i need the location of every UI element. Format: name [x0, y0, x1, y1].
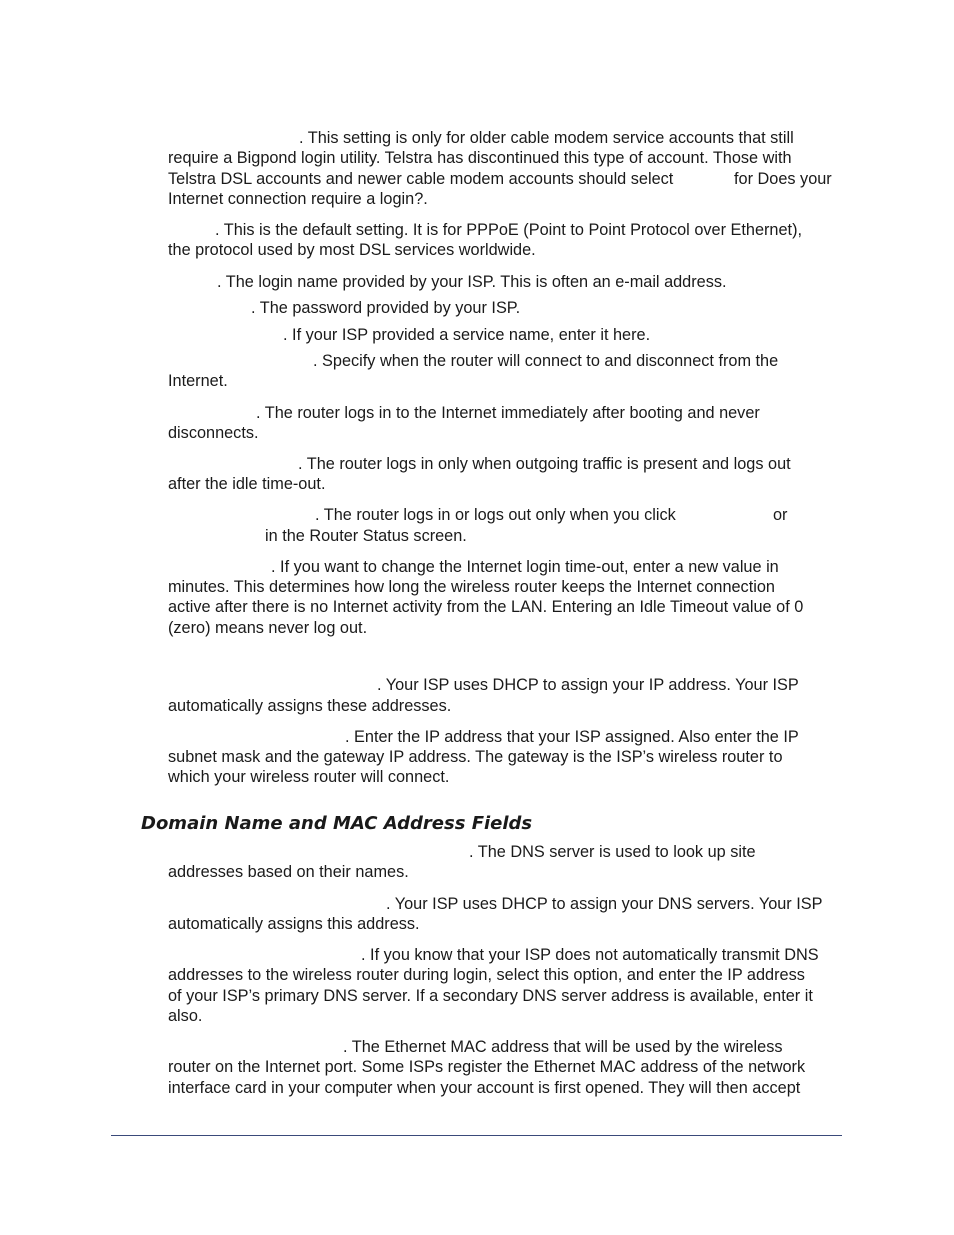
- get-auto-dns-line-1: . Your ISP uses DHCP to assign your DNS servers. Your ISP: [386, 895, 823, 913]
- footer-divider: [111, 1135, 842, 1136]
- idle-timeout-line-1: . If you want to change the Internet login time-out, enter a new value in: [271, 558, 779, 576]
- mac-address-line-1: . The Ethernet MAC address that will be used by the wireless: [343, 1038, 783, 1056]
- always-on-line-1: . The router logs in to the Internet immediately after booting and never: [256, 404, 760, 422]
- idle-timeout-line-2: minutes. This determines how long the wireless router keeps the Internet connection: [168, 578, 775, 596]
- bigpond-text-line-1: . This setting is only for older cable modem service accounts that still: [299, 129, 794, 147]
- mac-address-line-2: router on the Internet port. Some ISPs register the Ethernet MAC address of the network: [168, 1058, 806, 1076]
- service-name-text: . If your ISP provided a service name, enter it here.: [283, 326, 651, 344]
- dns-server-line-1: . The DNS server is used to look up site: [469, 843, 756, 861]
- dns-server-line-2: addresses based on their names.: [168, 863, 409, 881]
- login-text: . The login name provided by your ISP. This is often an e-mail address.: [217, 273, 727, 291]
- section-heading: Domain Name and MAC Address Fields: [141, 813, 533, 834]
- connection-mode-line-1: . Specify when the router will connect to and disconnect from the: [313, 352, 779, 370]
- pppoe-text-line-2: the protocol used by most DSL services worldwide.: [168, 241, 536, 259]
- get-auto-dns-line-2: automatically assigns this address.: [168, 915, 420, 933]
- get-dynamic-line-2: automatically assigns these addresses.: [168, 697, 452, 715]
- password-text: . The password provided by your ISP.: [251, 299, 521, 317]
- idle-timeout-line-4: (zero) means never log out.: [168, 619, 368, 637]
- manual-line-1: . The router logs in or logs out only when you click: [315, 506, 676, 524]
- manual-line-2: in the Router Status screen.: [265, 527, 467, 545]
- bigpond-text-line-4: Internet connection require a login?.: [168, 190, 428, 208]
- use-these-dns-line-2: addresses to the wireless router during login, select this option, and enter the IP address: [168, 966, 805, 984]
- manual-line-1b: or: [773, 506, 788, 524]
- dial-on-demand-line-2: after the idle time-out.: [168, 475, 326, 493]
- idle-timeout-line-3: active after there is no Internet activity from the LAN. Entering an Idle Timeout value of 0: [168, 598, 804, 616]
- use-these-dns-line-4: also.: [168, 1007, 203, 1025]
- pppoe-text-line-1: . This is the default setting. It is for PPPoE (Point to Point Protocol over Ethernet),: [215, 221, 803, 239]
- use-static-line-3: which your wireless router will connect.: [168, 768, 450, 786]
- bigpond-text-line-3: Telstra DSL accounts and newer cable modem accounts should select: [168, 170, 674, 188]
- use-these-dns-line-3: of your ISP’s primary DNS server. If a secondary DNS server address is available, enter it: [168, 987, 813, 1005]
- use-static-line-2: subnet mask and the gateway IP address. The gateway is the ISP’s wireless router to: [168, 748, 783, 766]
- always-on-line-2: disconnects.: [168, 424, 259, 442]
- mac-address-line-3: interface card in your computer when your account is first opened. They will then accept: [168, 1079, 801, 1097]
- bigpond-text-line-2: require a Bigpond login utility. Telstra has discontinued this type of account. Those with: [168, 149, 792, 167]
- get-dynamic-line-1: . Your ISP uses DHCP to assign your IP address. Your ISP: [377, 676, 799, 694]
- bigpond-text-line-3b: for Does your: [734, 170, 832, 188]
- dial-on-demand-line-1: . The router logs in only when outgoing traffic is present and logs out: [298, 455, 791, 473]
- use-static-line-1: . Enter the IP address that your ISP assigned. Also enter the IP: [345, 728, 799, 746]
- use-these-dns-line-1: . If you know that your ISP does not automatically transmit DNS: [361, 946, 819, 964]
- connection-mode-line-2: Internet.: [168, 372, 228, 390]
